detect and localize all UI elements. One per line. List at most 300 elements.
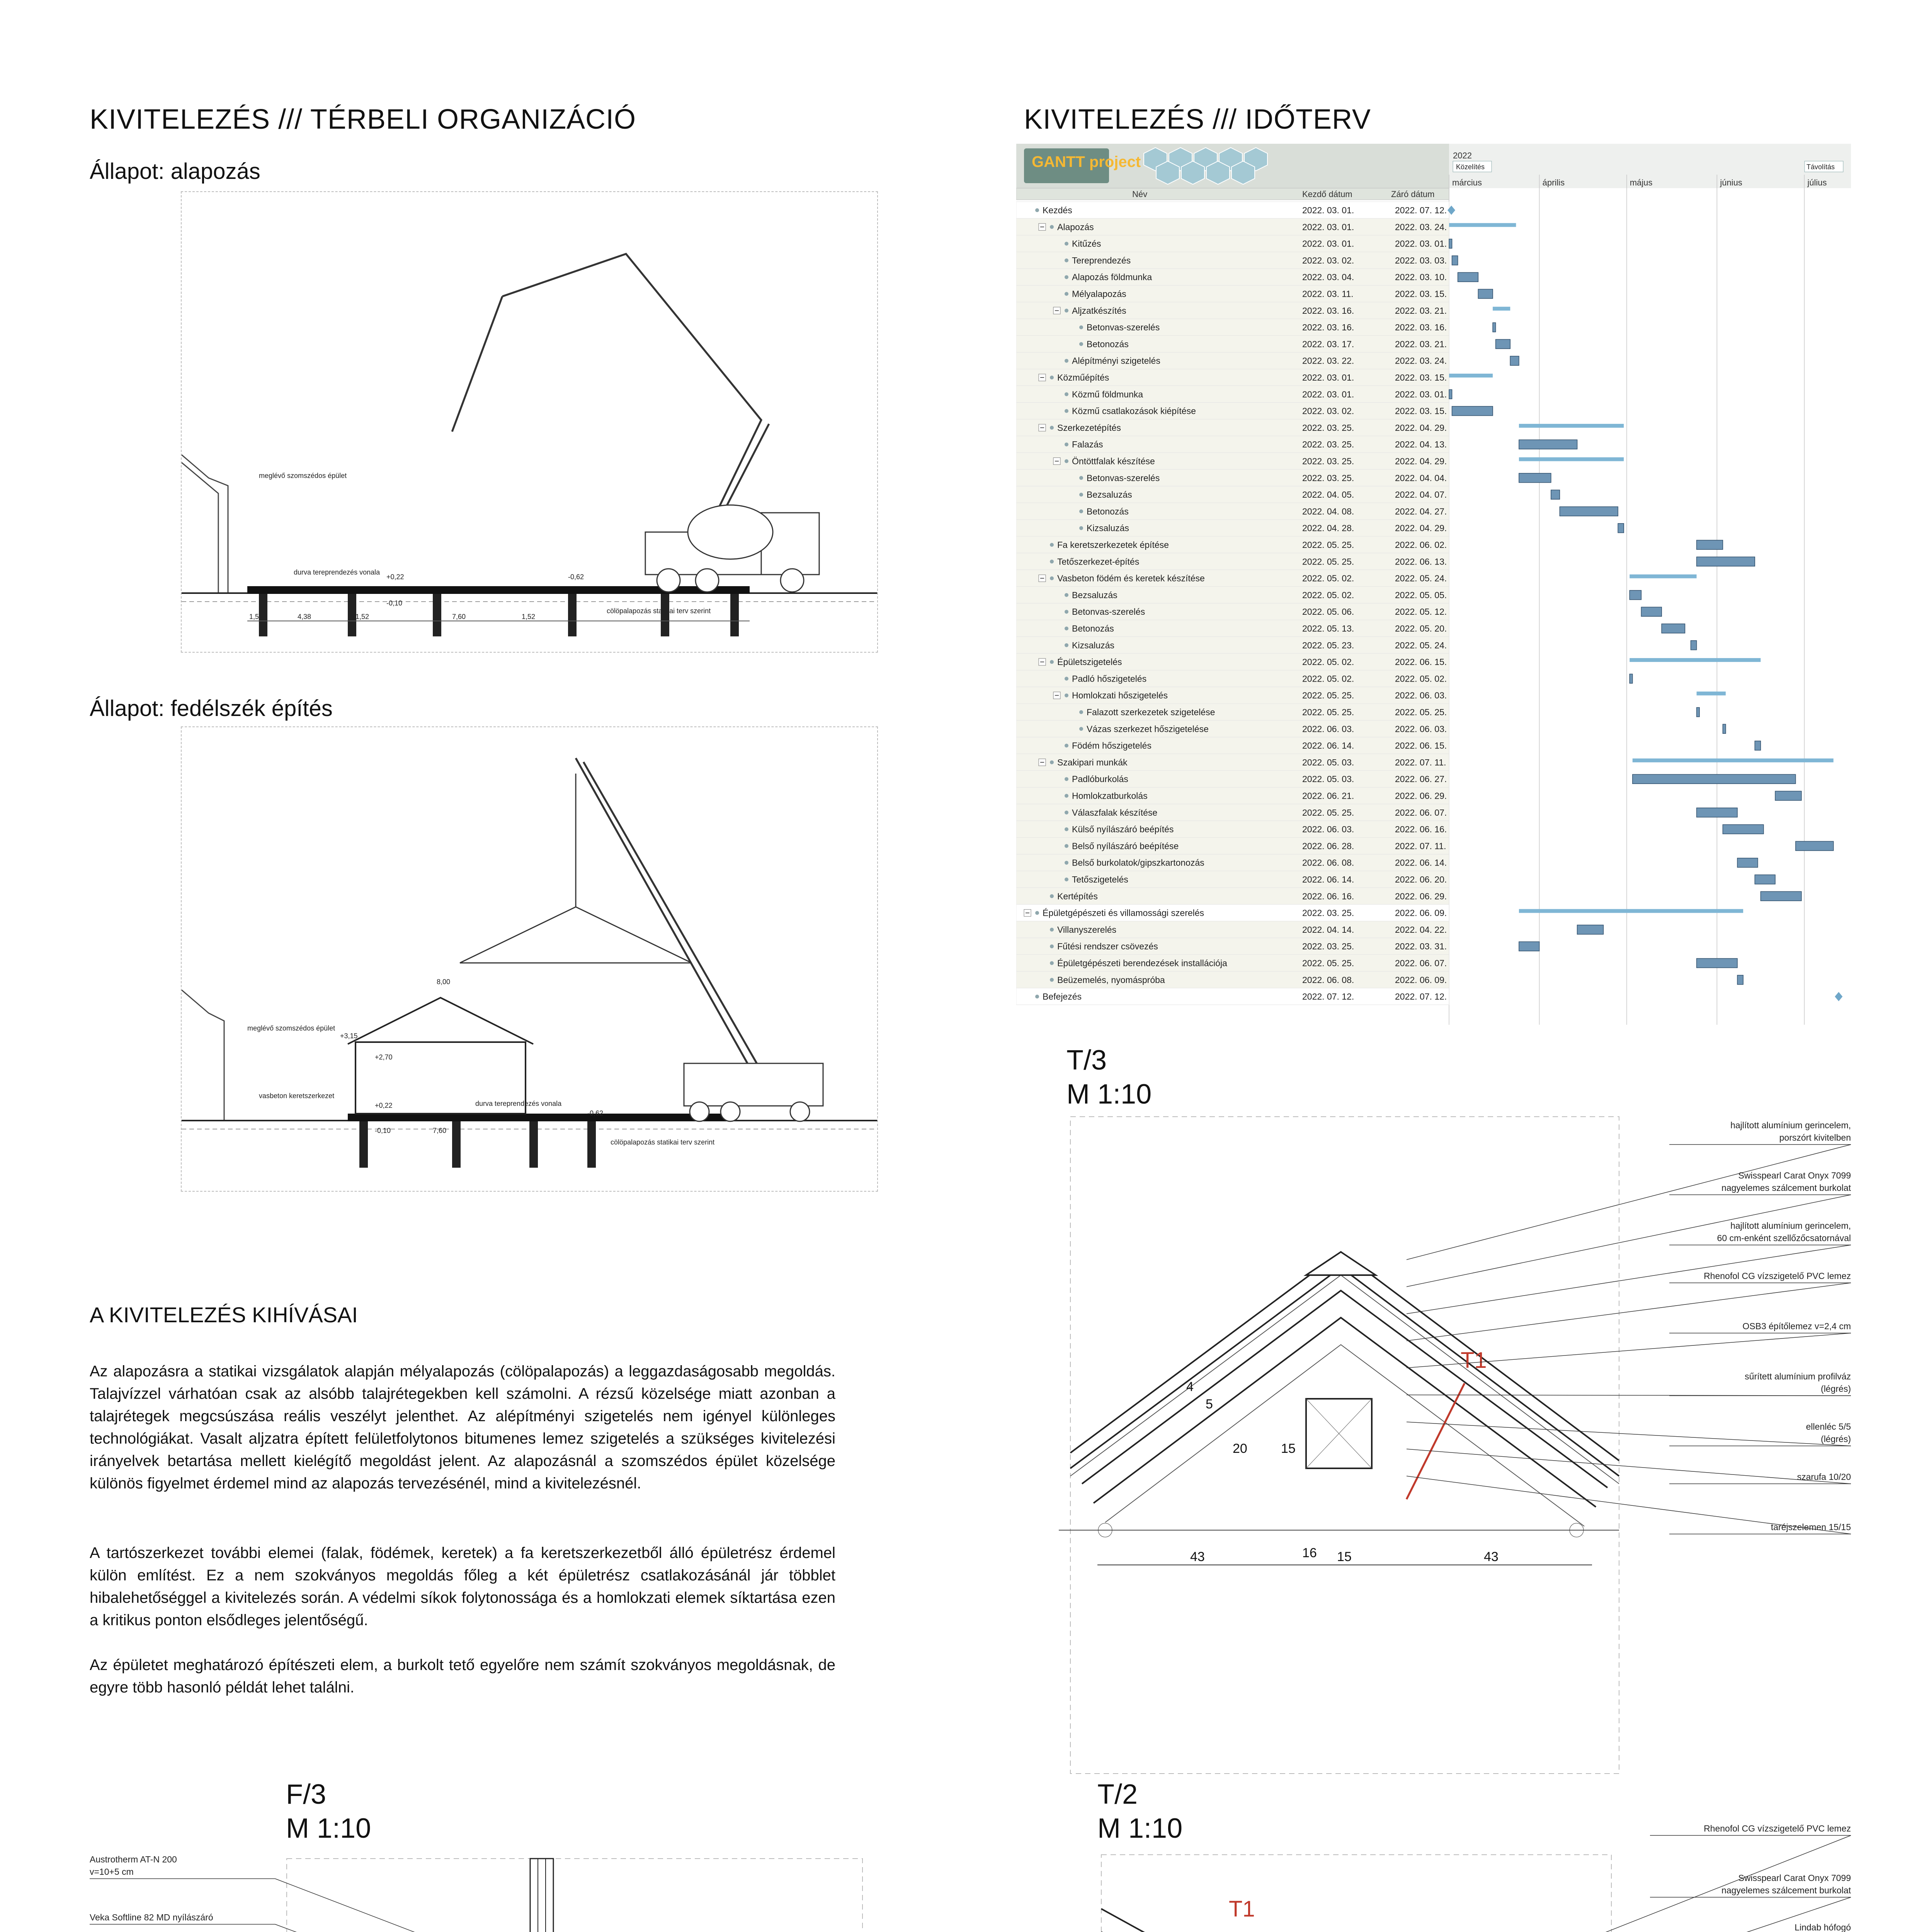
paragraph-1: Az alapozásra a statikai vizsgálatok alapján mélyalapozás (cölöpalapozás) a leggazdaságosabb megoldás. Talajvízzel várhatóan csak az alsóbb talajrétegekben kell számolni. A rézsű közelsége miatt azonban a talajrétegek megcsúszása reális veszélyt jelenthet. Az alépítményi szigetelés nem igényel különleges technológiákat. Vasalt aljzatra épített felületfolytonos bitumenes lemez szigetelés a szükséges kivitelezési irányelvek betartása mellett kielégítő megoldást jelent. Az alapozásnál a szomszédos épület közelsége különös figyelmet érdemel mind az alapozás tervezésénél, mind a kivitelezésnél.	[90, 1363, 835, 1492]
gantt-task-bar[interactable]	[1458, 272, 1478, 282]
gantt-task-start: 2022. 06. 03.	[1302, 824, 1354, 835]
gantt-task-start: 2022. 03. 16.	[1302, 305, 1354, 316]
gantt-task-bar[interactable]	[1697, 540, 1723, 549]
t3-mark-t1: T1	[1461, 1348, 1487, 1373]
challenges-heading: A KIVITELEZÉS KIHÍVÁSAI	[90, 1303, 358, 1327]
gantt-task-end: 2022. 04. 29.	[1395, 523, 1447, 533]
gantt-task-start: 2022. 06. 14.	[1302, 740, 1354, 751]
t3-dim-2: 16	[1302, 1546, 1317, 1560]
task-bullet-icon	[1065, 593, 1068, 597]
gantt-summary-bar[interactable]	[1519, 424, 1624, 428]
gantt-task-name: Födém hőszigetelés	[1072, 740, 1152, 751]
gantt-task-bar[interactable]	[1737, 858, 1758, 867]
gantt-task-start: 2022. 06. 08.	[1302, 975, 1354, 985]
gantt-row[interactable]	[1016, 369, 1493, 386]
gantt-task-bar[interactable]	[1452, 406, 1493, 416]
callout-label	[1407, 1449, 1851, 1484]
gantt-task-name: Befejezés	[1043, 992, 1082, 1002]
gantt-task-end: 2022. 04. 29.	[1395, 456, 1447, 466]
gantt-task-start: 2022. 05. 25.	[1302, 556, 1354, 567]
dim-b: 4,38	[298, 613, 311, 621]
dim-760: 7,60	[433, 1127, 447, 1134]
gantt-task-name: Beüzemelés, nyomáspróba	[1057, 975, 1165, 985]
gantt-task-bar[interactable]	[1641, 607, 1662, 616]
gantt-task-end: 2022. 06. 03.	[1395, 690, 1447, 701]
gantt-task-start: 2022. 03. 25.	[1302, 422, 1354, 433]
t2-mark-t1: T1	[1229, 1896, 1255, 1922]
gantt-task-end: 2022. 05. 12.	[1395, 607, 1447, 617]
gantt-task-name: Betonozás	[1087, 506, 1129, 517]
gantt-task-end: 2022. 04. 27.	[1395, 506, 1447, 517]
gantt-task-name: Tereprendezés	[1072, 255, 1131, 265]
gantt-task-bar[interactable]	[1697, 557, 1755, 566]
gantt-task-end: 2022. 05. 25.	[1395, 707, 1447, 717]
gantt-task-bar[interactable]	[1691, 641, 1697, 650]
task-bullet-icon	[1050, 978, 1054, 982]
gantt-task-start: 2022. 03. 25.	[1302, 908, 1354, 918]
gantt-task-end: 2022. 06. 07.	[1395, 958, 1447, 968]
task-bullet-icon	[1065, 359, 1068, 363]
gantt-task-start: 2022. 05. 02.	[1302, 573, 1354, 583]
task-bullet-icon	[1079, 509, 1083, 513]
callout-text: Lindab hófogó	[1795, 1922, 1851, 1932]
level-010: -0,10	[375, 1127, 391, 1134]
task-bullet-icon	[1035, 995, 1039, 998]
f3-title: F/3	[286, 1779, 327, 1810]
gantt-task-bar[interactable]	[1633, 774, 1796, 784]
zoom-in-label: Közelítés	[1456, 163, 1485, 171]
gantt-task-name: Homlokzatburkolás	[1072, 791, 1148, 801]
gantt-task-start: 2022. 03. 01.	[1302, 238, 1354, 249]
label-piles: cölöpalapozás statikai terv szerint	[607, 607, 711, 615]
task-bullet-icon	[1065, 409, 1068, 413]
gantt-task-bar[interactable]	[1478, 289, 1493, 299]
gantt-row[interactable]	[1016, 386, 1452, 402]
task-bullet-icon	[1065, 694, 1068, 697]
task-bullet-icon	[1050, 760, 1054, 764]
callout-text: nagyelemes szálcement burkolat	[1721, 1183, 1851, 1193]
gantt-task-end: 2022. 06. 03.	[1395, 724, 1447, 734]
gantt-task-bar[interactable]	[1496, 339, 1510, 349]
gantt-task-end: 2022. 04. 22.	[1395, 924, 1447, 935]
gantt-task-end: 2022. 06. 15.	[1395, 740, 1447, 751]
gantt-row[interactable]	[1016, 302, 1510, 319]
gantt-task-name: Kizsaluzás	[1087, 523, 1129, 533]
task-bullet-icon	[1065, 627, 1068, 631]
gantt-summary-bar[interactable]	[1630, 658, 1761, 662]
gantt-task-bar[interactable]	[1519, 440, 1577, 449]
gantt-summary-bar[interactable]	[1519, 909, 1743, 913]
gantt-task-name: Külső nyílászáró beépítés	[1072, 824, 1174, 835]
gantt-task-bar[interactable]	[1510, 356, 1519, 366]
task-bullet-icon	[1065, 878, 1068, 881]
gantt-task-start: 2022. 03. 02.	[1302, 255, 1354, 265]
t3-dim-5: 15	[1281, 1441, 1296, 1456]
task-bullet-icon	[1079, 476, 1083, 480]
callout-text: v=10+5 cm	[90, 1867, 134, 1877]
gantt-task-start: 2022. 06. 28.	[1302, 841, 1354, 851]
task-bullet-icon	[1065, 292, 1068, 296]
gantt-month-0: március	[1452, 178, 1482, 187]
label-ground-line-2: durva tereprendezés vonala	[475, 1100, 562, 1107]
gantt-task-bar[interactable]	[1796, 841, 1834, 850]
gantt-task-end: 2022. 06. 02.	[1395, 540, 1447, 550]
task-bullet-icon	[1050, 426, 1054, 430]
callout-text: nagyelemes szálcement burkolat	[1721, 1885, 1851, 1895]
task-bullet-icon	[1079, 710, 1083, 714]
level-c: -0,62	[568, 573, 584, 581]
gantt-task-start: 2022. 06. 21.	[1302, 791, 1354, 801]
gantt-task-start: 2022. 03. 11.	[1302, 289, 1354, 299]
gantt-task-name: Kizsaluzás	[1072, 640, 1114, 650]
gantt-task-end: 2022. 03. 15.	[1395, 289, 1447, 299]
gantt-row[interactable]	[1016, 352, 1519, 369]
gantt-summary-bar[interactable]	[1633, 759, 1834, 762]
gantt-task-end: 2022. 06. 13.	[1395, 556, 1447, 567]
gantt-task-bar[interactable]	[1630, 590, 1641, 600]
t3-title: T/3	[1067, 1045, 1107, 1076]
gantt-row[interactable]	[1016, 319, 1496, 335]
t3-dim-3: 15	[1337, 1549, 1352, 1564]
gantt-task-name: Fa keretszerkezetek építése	[1057, 540, 1169, 550]
task-bullet-icon	[1065, 442, 1068, 446]
gantt-task-end: 2022. 07. 11.	[1395, 841, 1446, 851]
gantt-task-bar[interactable]	[1449, 389, 1452, 399]
gantt-task-end: 2022. 03. 01.	[1395, 389, 1447, 400]
task-bullet-icon	[1065, 275, 1068, 279]
gantt-task-name: Homlokzati hőszigetelés	[1072, 690, 1168, 701]
callout-text: Austrotherm AT-N 200	[90, 1855, 177, 1864]
task-bullet-icon	[1065, 777, 1068, 781]
gantt-task-name: Közműépítés	[1057, 372, 1109, 383]
gantt-task-end: 2022. 03. 15.	[1395, 372, 1447, 383]
task-bullet-icon	[1065, 643, 1068, 647]
gantt-task-end: 2022. 06. 07.	[1395, 807, 1447, 818]
gantt-row[interactable]	[1016, 269, 1478, 285]
gantt-task-end: 2022. 05. 05.	[1395, 590, 1447, 600]
gantt-task-start: 2022. 05. 25.	[1302, 707, 1354, 717]
callout-text: Rhenofol CG vízszigetelő PVC lemez	[1704, 1823, 1851, 1833]
gantt-task-start: 2022. 06. 14.	[1302, 874, 1354, 884]
gantt-summary-bar[interactable]	[1449, 223, 1516, 227]
gantt-row[interactable]	[1016, 202, 1455, 218]
gantt-task-bar[interactable]	[1723, 724, 1726, 733]
gantt-task-start: 2022. 06. 16.	[1302, 891, 1354, 901]
gantt-task-end: 2022. 05. 02.	[1395, 673, 1447, 684]
gantt-task-start: 2022. 03. 02.	[1302, 406, 1354, 416]
level-062: -0,62	[587, 1109, 604, 1117]
gantt-task-start: 2022. 06. 03.	[1302, 724, 1354, 734]
gantt-row[interactable]	[1016, 235, 1452, 252]
gantt-task-end: 2022. 04. 04.	[1395, 473, 1447, 483]
gantt-task-name: Alapozás	[1057, 222, 1094, 232]
gantt-task-bar[interactable]	[1723, 825, 1764, 834]
callout-text: Swisspearl Carat Onyx 7099	[1738, 1170, 1851, 1180]
level-022: +0,22	[375, 1102, 393, 1109]
gantt-task-start: 2022. 05. 02.	[1302, 590, 1354, 600]
gantt-task-end: 2022. 03. 24.	[1395, 355, 1447, 366]
callout-label	[90, 1912, 515, 1932]
gantt-task-bar[interactable]	[1737, 975, 1743, 985]
callout-text: Veka Softline 82 MD nyílászáró	[90, 1912, 213, 1922]
gantt-logo: GANTT project	[1032, 153, 1141, 170]
t3-dim-8: 4	[1186, 1379, 1194, 1394]
callout-text: OSB3 építőlemez v=2,4 cm	[1742, 1321, 1851, 1331]
task-bullet-icon	[1065, 827, 1068, 831]
gantt-task-start: 2022. 03. 01.	[1302, 205, 1354, 215]
gantt-task-end: 2022. 06. 29.	[1395, 891, 1447, 901]
t2-title: T/2	[1097, 1779, 1138, 1810]
task-bullet-icon	[1050, 928, 1054, 932]
gantt-task-name: Közmű földmunka	[1072, 389, 1143, 400]
callout-text: (légrés)	[1821, 1384, 1851, 1394]
gantt-task-bar[interactable]	[1618, 524, 1624, 533]
gantt-task-start: 2022. 05. 25.	[1302, 690, 1354, 701]
gantt-task-name: Épületgépészeti berendezések installációja	[1057, 958, 1227, 968]
gantt-task-name: Padló hőszigetelés	[1072, 673, 1147, 684]
gantt-task-bar[interactable]	[1697, 808, 1738, 817]
gantt-task-bar[interactable]	[1519, 473, 1551, 483]
gantt-task-end: 2022. 04. 29.	[1395, 422, 1447, 433]
level-b: -0,10	[386, 599, 403, 607]
task-bullet-icon	[1050, 944, 1054, 948]
dim-c: 1,52	[356, 613, 369, 621]
level-270: +2,70	[375, 1053, 393, 1061]
t3-dim-1: 43	[1190, 1549, 1205, 1564]
gantt-task-name: Vasbeton födém és keretek készítése	[1057, 573, 1205, 583]
gantt-task-name: Villanyszerelés	[1057, 924, 1116, 935]
gantt-task-end: 2022. 05. 24.	[1395, 640, 1447, 650]
gantt-summary-bar[interactable]	[1697, 692, 1726, 696]
t3-dim-6: 20	[1233, 1441, 1247, 1456]
task-bullet-icon	[1050, 660, 1054, 664]
gantt-summary-bar[interactable]	[1493, 307, 1510, 311]
gantt-task-start: 2022. 05. 25.	[1302, 540, 1354, 550]
col-name: Név	[1132, 189, 1148, 199]
gantt-task-name: Közmű csatlakozások kiépítése	[1072, 406, 1196, 416]
gantt-task-start: 2022. 04. 08.	[1302, 506, 1354, 517]
gantt-row[interactable]	[1016, 286, 1493, 302]
gantt-task-start: 2022. 05. 23.	[1302, 640, 1354, 650]
gantt-task-bar[interactable]	[1493, 323, 1496, 332]
gantt-task-name: Épületgépészeti és villamossági szerelés	[1043, 908, 1204, 918]
gantt-task-bar[interactable]	[1697, 707, 1700, 717]
task-bullet-icon	[1050, 894, 1054, 898]
gantt-row[interactable]	[1016, 335, 1510, 352]
gantt-task-name: Betonvas-szerelés	[1087, 322, 1160, 333]
gantt-year: 2022	[1453, 151, 1472, 160]
gantt-task-bar[interactable]	[1662, 624, 1685, 633]
gantt-task-start: 2022. 05. 03.	[1302, 757, 1354, 767]
label-piles-2: cölöpalapozás statikai terv szerint	[611, 1138, 715, 1146]
gantt-task-bar[interactable]	[1755, 741, 1761, 750]
t3-dim-4: 43	[1484, 1549, 1499, 1564]
gantt-task-bar[interactable]	[1551, 490, 1560, 499]
gantt-month-1: április	[1542, 178, 1565, 187]
gantt-task-name: Betonozás	[1087, 339, 1129, 349]
task-bullet-icon	[1065, 744, 1068, 748]
t3-heading	[1067, 1043, 1221, 1111]
gantt-task-start: 2022. 03. 22.	[1302, 355, 1354, 366]
gantt-task-end: 2022. 03. 01.	[1395, 238, 1447, 249]
gantt-task-start: 2022. 05. 25.	[1302, 807, 1354, 818]
task-bullet-icon	[1079, 493, 1083, 497]
gantt-task-bar[interactable]	[1697, 959, 1738, 968]
gantt-task-name: Öntöttfalak készítése	[1072, 456, 1155, 466]
paragraph-2: A tartószerkezet további elemei (falak, födémek, keretek) a fa keretszerkezetből álló épületrész érdemel külön említést. Ez a nem szokványos megoldás főleg a két épületrész csatlakozásánál jár többlet hibalehetőséggel a kivitelezés során. A védelmi síkok folytonossága és a homlokzati elemek síktartása ezen a kritikus ponton elsődleges jelentőségű.	[90, 1544, 835, 1629]
gantt-task-name: Falazott szerkezetek szigetelése	[1087, 707, 1215, 717]
task-bullet-icon	[1050, 543, 1054, 547]
gantt-month-3: június	[1720, 178, 1742, 187]
state-label-roof: Állapot: fedélszék építés	[90, 696, 333, 721]
gantt-task-name: Betonvas-szerelés	[1087, 473, 1160, 483]
site-drawing-foundation	[181, 191, 878, 653]
gantt-task-name: Betonozás	[1072, 623, 1114, 634]
gantt-task-bar[interactable]	[1452, 256, 1458, 265]
gantt-task-name: Tetőszerkezet-építés	[1057, 556, 1140, 567]
callout-text: (légrés)	[1821, 1434, 1851, 1444]
gantt-task-name: Bezsaluzás	[1087, 490, 1132, 500]
callout-label	[1407, 1221, 1851, 1314]
gantt-task-start: 2022. 05. 13.	[1302, 623, 1354, 634]
gantt-task-end: 2022. 07. 12.	[1395, 992, 1447, 1002]
gantt-task-end: 2022. 03. 15.	[1395, 406, 1447, 416]
callout-text: Swisspearl Carat Onyx 7099	[1738, 1873, 1851, 1883]
gantt-task-start: 2022. 05. 02.	[1302, 657, 1354, 667]
gantt-task-start: 2022. 03. 16.	[1302, 322, 1354, 333]
detail-t3	[1059, 1113, 1855, 1777]
gantt-row[interactable]	[1016, 252, 1458, 269]
gantt-task-name: Kertépítés	[1057, 891, 1098, 901]
gantt-task-end: 2022. 03. 21.	[1395, 305, 1447, 316]
task-bullet-icon	[1065, 861, 1068, 865]
gantt-summary-bar[interactable]	[1449, 374, 1493, 378]
site-drawing-roof	[181, 726, 878, 1192]
callout-text: sűrített alumínium profilváz	[1745, 1371, 1851, 1381]
gantt-summary-bar[interactable]	[1630, 575, 1696, 578]
gantt-month-4: július	[1807, 178, 1827, 187]
gantt-task-end: 2022. 04. 13.	[1395, 439, 1447, 450]
gantt-task-bar[interactable]	[1560, 507, 1618, 516]
task-bullet-icon	[1079, 727, 1083, 731]
gantt-month-2: május	[1630, 178, 1653, 187]
gantt-task-name: Épületszigetelés	[1057, 657, 1122, 667]
gantt-task-end: 2022. 03. 24.	[1395, 222, 1447, 232]
callout-text: ellenléc 5/5	[1806, 1422, 1851, 1432]
gantt-task-start: 2022. 05. 25.	[1302, 958, 1354, 968]
task-bullet-icon	[1065, 309, 1068, 313]
gantt-task-bar[interactable]	[1775, 791, 1801, 801]
label-frame: vasbeton keretszerkezet	[259, 1092, 335, 1100]
gantt-task-start: 2022. 03. 01.	[1302, 372, 1354, 383]
gantt-task-name: Aljzatkészítés	[1072, 305, 1126, 316]
gantt-task-end: 2022. 06. 27.	[1395, 774, 1447, 784]
gantt-task-name: Alépítményi szigetelés	[1072, 355, 1160, 366]
gantt-task-name: Betonvas-szerelés	[1072, 607, 1145, 617]
t2-scale: M 1:10	[1097, 1813, 1183, 1844]
level-315: +3,15	[340, 1032, 358, 1040]
gantt-task-end: 2022. 06. 20.	[1395, 874, 1447, 884]
gantt-task-name: Tetőszigetelés	[1072, 874, 1128, 884]
task-bullet-icon	[1035, 208, 1039, 212]
gantt-task-end: 2022. 03. 03.	[1395, 255, 1447, 265]
gantt-task-start: 2022. 04. 05.	[1302, 490, 1354, 500]
task-bullet-icon	[1050, 560, 1054, 563]
task-bullet-icon	[1079, 526, 1083, 530]
callout-text: szarufa 10/20	[1797, 1472, 1851, 1482]
gantt-task-name: Szerkezetépítés	[1057, 422, 1121, 433]
gantt-task-end: 2022. 06. 09.	[1395, 975, 1447, 985]
col-start: Kezdő dátum	[1302, 189, 1352, 199]
gantt-task-name: Belső nyílászáró beépítése	[1072, 841, 1179, 851]
gantt-task-bar[interactable]	[1449, 239, 1452, 248]
level-a: +0,22	[386, 573, 404, 581]
task-bullet-icon	[1079, 342, 1083, 346]
gantt-task-start: 2022. 03. 17.	[1302, 339, 1354, 349]
callout-text: hajlított alumínium gerincelem,	[1730, 1221, 1851, 1231]
callout-label	[1407, 1422, 1851, 1446]
gantt-task-end: 2022. 05. 24.	[1395, 573, 1447, 583]
callout-label	[1391, 1922, 1851, 1932]
callout-label	[1407, 1476, 1851, 1534]
gantt-task-end: 2022. 03. 10.	[1395, 272, 1447, 282]
gantt-task-end: 2022. 07. 12.	[1395, 205, 1447, 215]
gantt-task-start: 2022. 05. 06.	[1302, 607, 1354, 617]
gantt-summary-bar[interactable]	[1519, 457, 1624, 461]
task-bullet-icon	[1065, 459, 1068, 463]
gantt-task-name: Bezsaluzás	[1072, 590, 1118, 600]
task-bullet-icon	[1065, 259, 1068, 262]
callout-label	[1391, 1873, 1851, 1932]
gantt-task-start: 2022. 03. 01.	[1302, 389, 1354, 400]
section-title-schedule: KIVITELEZÉS /// IDŐTERV	[1024, 104, 1371, 135]
task-bullet-icon	[1035, 911, 1039, 915]
level-top: 8,00	[437, 978, 451, 986]
gantt-task-name: Falazás	[1072, 439, 1103, 450]
paragraph-3: Az épületet meghatározó építészeti elem, a burkolt tető egyelőre nem számít szokványos megoldásnak, de egyre több hasonló példát lehet találni.	[90, 1656, 835, 1696]
task-bullet-icon	[1050, 961, 1054, 965]
gantt-task-end: 2022. 05. 20.	[1395, 623, 1447, 634]
label-neighbor-2: meglévő szomszédos épület	[247, 1024, 335, 1032]
gantt-row[interactable]	[1016, 218, 1516, 235]
task-bullet-icon	[1065, 242, 1068, 246]
gantt-task-bar[interactable]	[1577, 925, 1604, 934]
gantt-task-start: 2022. 03. 04.	[1302, 272, 1354, 282]
gantt-task-start: 2022. 04. 28.	[1302, 523, 1354, 533]
gantt-task-end: 2022. 06. 16.	[1395, 824, 1447, 835]
gantt-task-bar[interactable]	[1755, 875, 1775, 884]
gantt-task-name: Kezdés	[1043, 205, 1072, 215]
gantt-task-start: 2022. 07. 12.	[1302, 992, 1354, 1002]
gantt-task-start: 2022. 04. 14.	[1302, 924, 1354, 935]
gantt-task-name: Fűtési rendszer csövezés	[1057, 941, 1158, 952]
gantt-task-start: 2022. 05. 02.	[1302, 673, 1354, 684]
gantt-task-start: 2022. 05. 03.	[1302, 774, 1354, 784]
gantt-task-bar[interactable]	[1519, 942, 1539, 951]
gantt-task-name: Alapozás földmunka	[1072, 272, 1152, 282]
gantt-task-bar[interactable]	[1761, 891, 1801, 901]
task-bullet-icon	[1050, 376, 1054, 379]
zoom-out-label: Távolítás	[1806, 163, 1835, 171]
gantt-row[interactable]	[1016, 403, 1493, 419]
gantt-task-start: 2022. 03. 25.	[1302, 941, 1354, 952]
gantt-task-name: Mélyalapozás	[1072, 289, 1126, 299]
gantt-task-end: 2022. 06. 29.	[1395, 791, 1447, 801]
gantt-task-bar[interactable]	[1630, 674, 1633, 683]
callout-label	[1407, 1371, 1851, 1396]
label-neighbor: meglévő szomszédos épület	[259, 472, 347, 480]
task-bullet-icon	[1065, 610, 1068, 614]
